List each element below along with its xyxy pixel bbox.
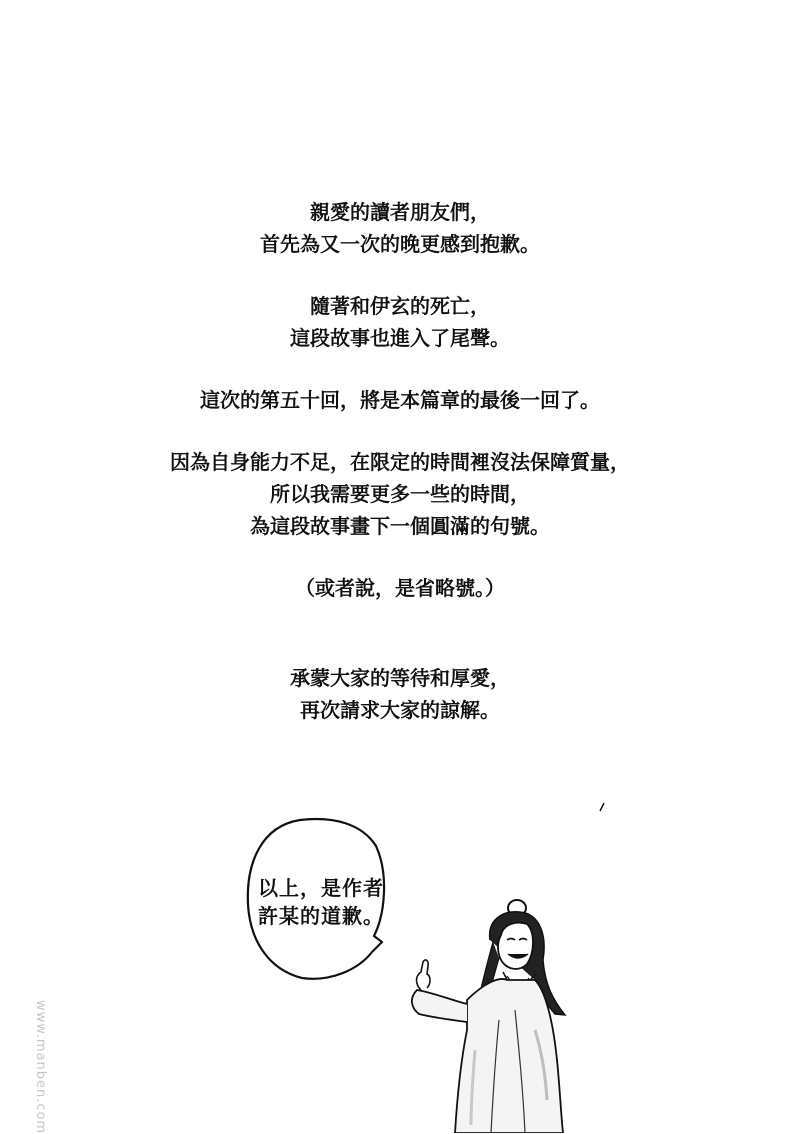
notice-paragraph [0,196,800,260]
author-character-illustration [395,880,580,1133]
notice-paragraph [0,384,800,416]
notice-paragraph [0,446,800,542]
bubble-line: 以上，是作者 [258,876,384,900]
notice-line: 承蒙大家的等待和厚愛， [290,666,510,690]
notice-line: 這段故事也進入了尾聲。 [290,326,510,350]
notice-paragraph [0,662,800,726]
notice-line: 這次的第五十回，將是本篇章的最後一回了。 [200,388,600,412]
speech-bubble [240,812,390,982]
notice-line: （或者說，是省略號。） [295,576,505,600]
notice-line: 因為自身能力不足，在限定的時間裡沒法保障質量， [170,450,630,474]
apology-notice [0,196,800,756]
notice-line: 隨著和伊玄的死亡， [310,294,490,318]
bubble-line: 許某的道歉。 [258,904,384,928]
notice-line: 為這段故事畫下一個圓滿的句號。 [250,514,550,538]
watermark-text: www.manben.com [33,1000,48,1134]
site-watermark [14,1000,48,1134]
notice-line: 所以我需要更多一些的時間， [270,482,530,506]
notice-line: 首先為又一次的晚更感到抱歉。 [260,232,540,256]
notice-paragraph [0,572,800,604]
notice-paragraph [0,290,800,354]
notice-line: 親愛的讀者朋友們， [310,200,490,224]
notice-line: 再次請求大家的諒解。 [300,698,500,722]
ink-mark [598,802,606,812]
